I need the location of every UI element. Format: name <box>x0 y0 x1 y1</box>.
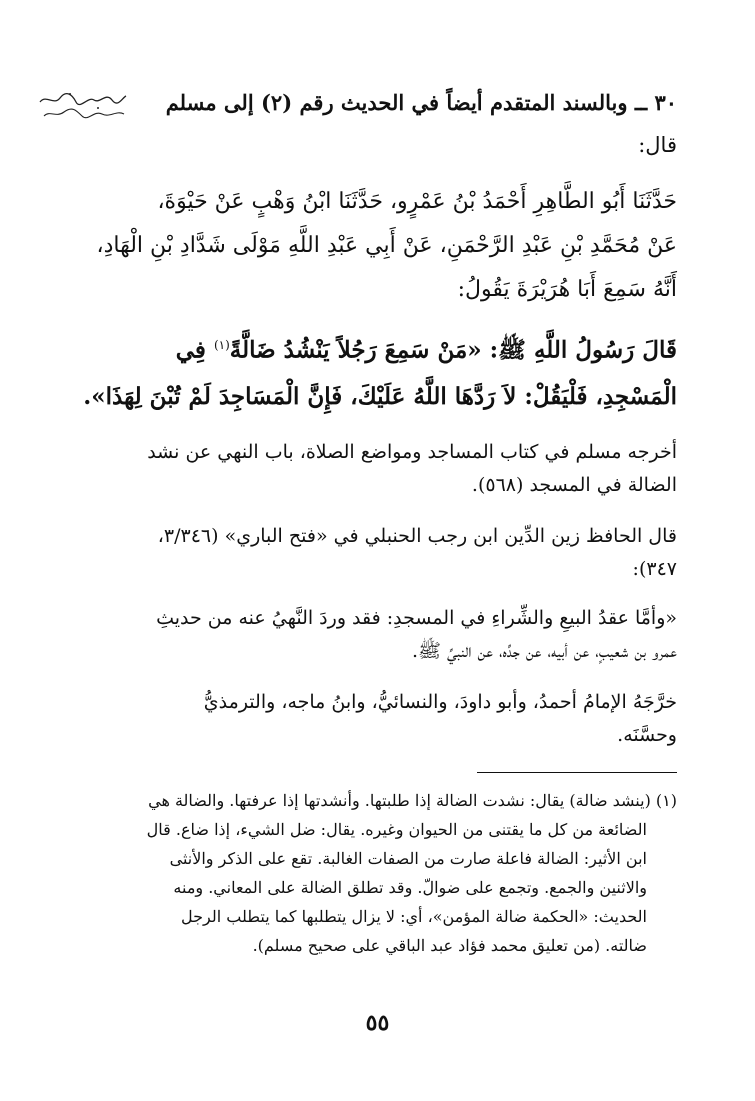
paragraph-line: عمرو بن شعيبٍ، عن أبيه، عن جدِّه، عن النبيِّ ﷺ. <box>411 640 677 662</box>
matn-line-1-end: فِي <box>175 336 206 364</box>
footnote-line: الحديث: «الحكمة ضالة المؤمن»، أي: لا يزال يتطلبها كما يتطلب الرجل <box>181 907 647 926</box>
paragraph-line: خرَّجَهُ الإمامُ أحمدُ، وأبو داودَ، والنسائيُّ، وابنُ ماجه، والترمذيُّ <box>203 691 677 713</box>
footnote-divider <box>477 772 677 773</box>
handwritten-signature <box>36 88 128 124</box>
isnad-line: أَنَّهُ سَمِعَ أَبَا هُرَيْرَةَ يَقُولُ: <box>457 277 677 302</box>
footnote-line: الضائعة من كل ما يقتنى من الحيوان وغيره. يقال: ضل الشيء، إذا ضاع. قال <box>146 820 647 839</box>
footnote-line: (١) (ينشد ضالة) يقال: نشدت الضالة إذا طلبتها. وأنشدتها إذا عرفتها. والضالة هي <box>148 791 677 810</box>
commentary-sources <box>64 686 677 752</box>
footnote-ref[interactable]: (١) <box>213 338 230 352</box>
paragraph-line: ٣٤٧): <box>632 558 677 580</box>
footnote-line: ضالته. (من تعليق محمد فؤاد عبد الباقي على صحيح مسلم). <box>252 936 647 955</box>
footnote-line: والاثنين والجمع. وتجمع على ضوالّ. وقد تطلق الضالة على المعاني. ومنه <box>173 878 647 897</box>
commentary-ibn-rajab <box>64 520 677 586</box>
paragraph-line: وحسَّنَه. <box>617 724 677 746</box>
matn-line-2: الْمَسْجِدِ، فَلْيَقُلْ: لاَ رَدَّهَا اللَّهُ عَلَيْكَ، فَإِنَّ الْمَسَاجِدَ لَمْ تُبْنَ لِهَذَا». <box>83 382 677 410</box>
isnad-chain <box>64 180 677 312</box>
isnad-line: عَنْ مُحَمَّدِ بْنِ عَبْدِ الرَّحْمَنِ، عَنْ أَبِي عَبْدِ اللَّهِ مَوْلَى شَدَّادِ بْنِ الْهَادِ، <box>96 233 677 258</box>
paragraph-line: «وأمَّا عقدُ البيعِ والشِّراءِ في المسجدِ: فقد وردَ النَّهيُ عنه من حديثِ <box>156 607 677 629</box>
page-number: ٥٥ <box>365 1010 390 1036</box>
paragraph-line: قال الحافظ زين الدِّين ابن رجب الحنبلي في «فتح الباري» (٣/٣٤٦، <box>157 525 677 547</box>
qal-label: قال: <box>638 133 677 157</box>
paragraph-line: الضالة في المسجد (٥٦٨). <box>471 474 677 496</box>
footnote <box>64 786 677 960</box>
footnote-line: ابن الأثير: الضالة فاعلة صارت من الصفات الغالبة. تقع على الذكر والأنثى <box>169 849 647 868</box>
commentary-quote <box>64 602 677 668</box>
hadith-heading: ٣٠ ــ وبالسند المتقدم أيضاً في الحديث رقم (٢) إلى مسلم <box>165 90 677 115</box>
matn-line-1: قَالَ رَسُولُ اللَّهِ ﷺ: «مَنْ سَمِعَ رَجُلاً يَنْشُدُ ضَالَّةً <box>229 336 677 364</box>
commentary-takhrij <box>64 436 677 502</box>
isnad-line: حَدَّثَنَا أَبُو الطَّاهِرِ أَحْمَدُ بْنُ عَمْرٍو، حَدَّثَنَا ابْنُ وَهْبٍ عَنْ حَيْوَةَ، <box>157 189 677 214</box>
hadith-text <box>64 322 677 420</box>
paragraph-line: أخرجه مسلم في كتاب المساجد ومواضع الصلاة، باب النهي عن نشد <box>147 441 677 463</box>
matn-line <box>64 322 677 374</box>
